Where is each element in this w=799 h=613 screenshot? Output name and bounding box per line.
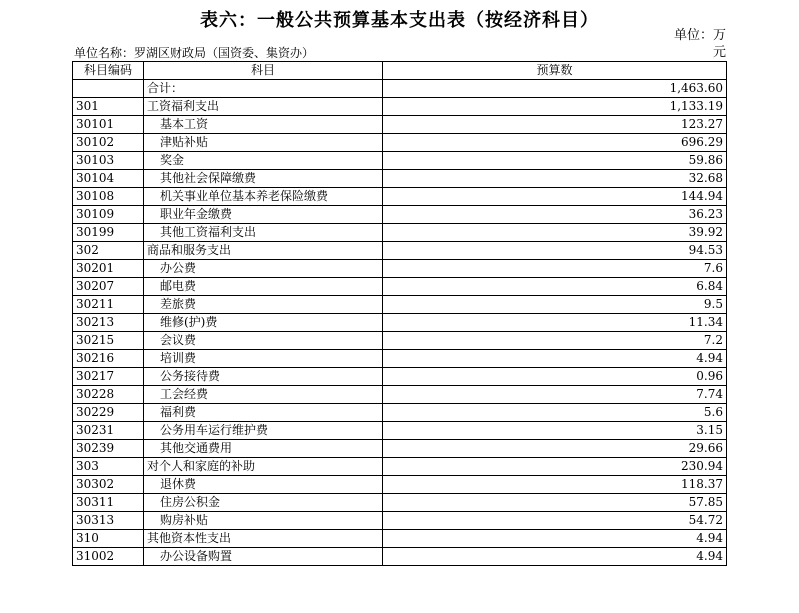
row-name: 工会经费 — [144, 386, 383, 404]
row-amount: 4.94 — [383, 530, 727, 548]
row-name: 基本工资 — [144, 116, 383, 134]
table-row — [73, 314, 727, 332]
table-row — [73, 80, 727, 98]
row-name: 邮电费 — [144, 278, 383, 296]
row-amount: 7.74 — [383, 386, 727, 404]
table-row — [73, 278, 727, 296]
row-code: 30302 — [73, 476, 144, 494]
row-amount: 4.94 — [383, 350, 727, 368]
header-code: 科目编码 — [73, 62, 144, 80]
row-code: 30229 — [73, 404, 144, 422]
row-amount: 4.94 — [383, 548, 727, 566]
header-name: 科目 — [144, 62, 383, 80]
row-code: 30109 — [73, 206, 144, 224]
row-name: 住房公积金 — [144, 494, 383, 512]
table-row — [73, 512, 727, 530]
budget-table — [72, 61, 727, 566]
row-code: 30213 — [73, 314, 144, 332]
row-amount: 1,133.19 — [383, 98, 727, 116]
table-row — [73, 206, 727, 224]
row-name: 其他工资福利支出 — [144, 224, 383, 242]
row-name: 公务用车运行维护费 — [144, 422, 383, 440]
row-code: 30199 — [73, 224, 144, 242]
row-name: 对个人和家庭的补助 — [144, 458, 383, 476]
row-amount: 7.2 — [383, 332, 727, 350]
row-amount: 230.94 — [383, 458, 727, 476]
table-row — [73, 530, 727, 548]
row-name: 奖金 — [144, 152, 383, 170]
table-row — [73, 224, 727, 242]
table-row — [73, 386, 727, 404]
row-code: 30228 — [73, 386, 144, 404]
row-name: 购房补贴 — [144, 512, 383, 530]
row-name: 其他交通费用 — [144, 440, 383, 458]
table-row — [73, 116, 727, 134]
row-amount: 29.66 — [383, 440, 727, 458]
row-code: 30231 — [73, 422, 144, 440]
row-amount: 123.27 — [383, 116, 727, 134]
table-row — [73, 350, 727, 368]
row-amount: 5.6 — [383, 404, 727, 422]
table-row — [73, 242, 727, 260]
table-row — [73, 98, 727, 116]
row-code: 30104 — [73, 170, 144, 188]
row-name: 津贴补贴 — [144, 134, 383, 152]
table-row — [73, 188, 727, 206]
row-amount: 11.34 — [383, 314, 727, 332]
row-name: 办公费 — [144, 260, 383, 278]
row-code: 30201 — [73, 260, 144, 278]
table-row — [73, 494, 727, 512]
row-name: 培训费 — [144, 350, 383, 368]
row-name: 福利费 — [144, 404, 383, 422]
row-amount: 6.84 — [383, 278, 727, 296]
row-amount: 118.37 — [383, 476, 727, 494]
row-name: 其他社会保障缴费 — [144, 170, 383, 188]
row-name: 退休费 — [144, 476, 383, 494]
row-code: 30313 — [73, 512, 144, 530]
row-amount: 696.29 — [383, 134, 727, 152]
row-code: 30102 — [73, 134, 144, 152]
table-row — [73, 152, 727, 170]
row-amount: 0.96 — [383, 368, 727, 386]
row-amount: 144.94 — [383, 188, 727, 206]
table-row — [73, 260, 727, 278]
row-amount: 9.5 — [383, 296, 727, 314]
row-amount: 94.53 — [383, 242, 727, 260]
table-row — [73, 548, 727, 566]
row-code: 30103 — [73, 152, 144, 170]
row-code: 30211 — [73, 296, 144, 314]
header-amount: 预算数 — [383, 62, 727, 80]
row-amount: 36.23 — [383, 206, 727, 224]
row-code: 30215 — [73, 332, 144, 350]
row-code: 301 — [73, 98, 144, 116]
row-name: 差旅费 — [144, 296, 383, 314]
row-amount: 1,463.60 — [383, 80, 727, 98]
row-code: 30311 — [73, 494, 144, 512]
row-name: 机关事业单位基本养老保险缴费 — [144, 188, 383, 206]
row-name: 公务接待费 — [144, 368, 383, 386]
table-row — [73, 332, 727, 350]
unit-label: 单位：万元 — [673, 28, 726, 60]
row-code: 30217 — [73, 368, 144, 386]
table-row — [73, 440, 727, 458]
row-amount: 54.72 — [383, 512, 727, 530]
row-amount: 7.6 — [383, 260, 727, 278]
table-row — [73, 296, 727, 314]
row-name: 其他资本性支出 — [144, 530, 383, 548]
row-name: 维修(护)费 — [144, 314, 383, 332]
table-row — [73, 134, 727, 152]
row-name: 会议费 — [144, 332, 383, 350]
table-header-row — [73, 62, 727, 80]
row-name: 工资福利支出 — [144, 98, 383, 116]
row-amount: 32.68 — [383, 170, 727, 188]
row-code: 30108 — [73, 188, 144, 206]
row-code: 30101 — [73, 116, 144, 134]
table-row — [73, 404, 727, 422]
page-title: 表六：一般公共预算基本支出表（按经济科目） — [200, 10, 599, 31]
row-amount: 59.86 — [383, 152, 727, 170]
row-code: 302 — [73, 242, 144, 260]
row-name: 商品和服务支出 — [144, 242, 383, 260]
row-amount: 3.15 — [383, 422, 727, 440]
row-code: 30216 — [73, 350, 144, 368]
row-code: 30207 — [73, 278, 144, 296]
row-name: 合计： — [144, 80, 383, 98]
table-row — [73, 368, 727, 386]
table-row — [73, 170, 727, 188]
row-amount: 57.85 — [383, 494, 727, 512]
row-amount: 39.92 — [383, 224, 727, 242]
organization-label: 单位名称：罗湖区财政局（国资委、集资办） — [74, 46, 315, 60]
table-row — [73, 476, 727, 494]
table-row — [73, 422, 727, 440]
row-code: 30239 — [73, 440, 144, 458]
row-name: 办公设备购置 — [144, 548, 383, 566]
row-code — [73, 80, 144, 98]
row-code: 31002 — [73, 548, 144, 566]
table-row — [73, 458, 727, 476]
row-code: 310 — [73, 530, 144, 548]
row-code: 303 — [73, 458, 144, 476]
row-name: 职业年金缴费 — [144, 206, 383, 224]
